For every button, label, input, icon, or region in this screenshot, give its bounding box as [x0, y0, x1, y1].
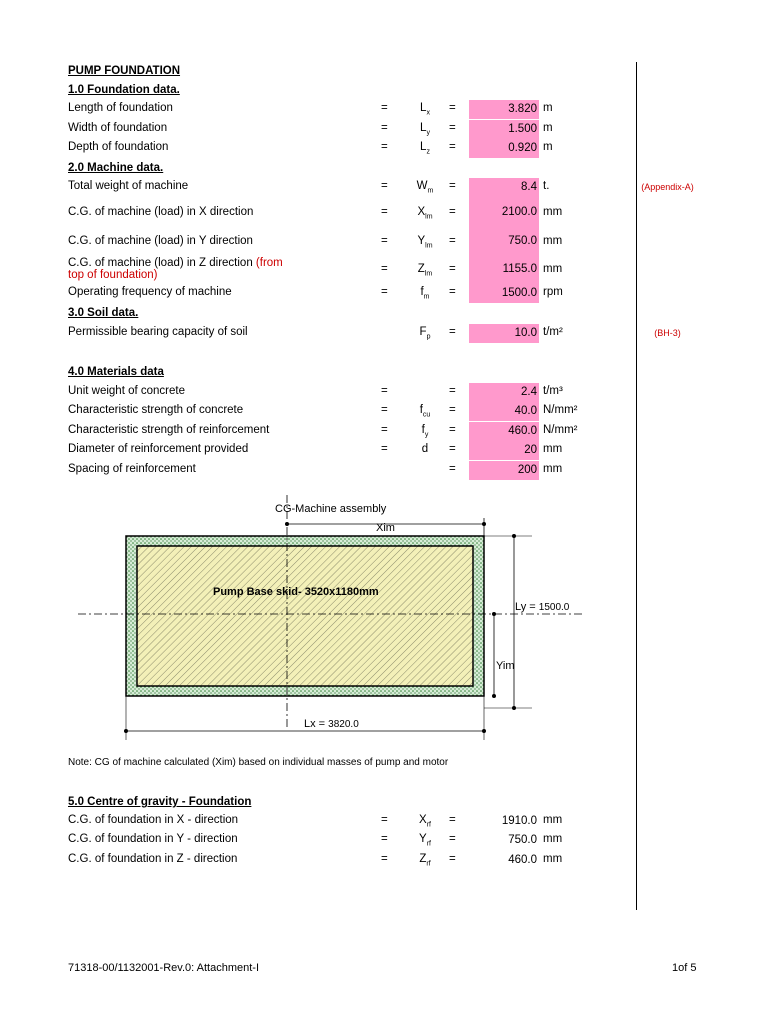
cg-machine-label: CG-Machine assembly [275, 503, 387, 515]
reference-note: (Appendix-A) [641, 182, 694, 192]
param-row-spacing: Spacing of reinforcement = 200 mm [0, 461, 768, 480]
result-value: 750.0 [508, 834, 537, 846]
param-unit: mm [543, 263, 563, 275]
input-cell[interactable]: 20 [469, 441, 539, 460]
param-row-cg-y: C.G. of machine (load) in Y direction = $Y_{lm}$ = 750.0 mm [0, 227, 768, 255]
xim-label: Xim [376, 522, 395, 534]
param-label: Operating frequency of machine [68, 286, 232, 298]
param-symbol: $Z_{lm}$ [417, 263, 433, 278]
param-symbol: $Y_{lm}$ [417, 235, 433, 250]
param-unit: m [543, 102, 553, 114]
section-heading-cg-foundation: 5.0 Centre of gravity - Foundation [68, 796, 252, 808]
param-symbol: $L_x$ [420, 102, 430, 117]
param-unit: mm [543, 463, 563, 475]
param-symbol: $L_y$ [420, 122, 430, 137]
result-symbol: $Z_{rf}$ [419, 853, 431, 868]
input-cell[interactable]: 3.820 [469, 100, 539, 119]
param-row-frequency: Operating frequency of machine = $f_m$ = 1500.0 rpm [0, 284, 768, 303]
note-text: Note: CG of machine calculated (Xim) based on individual masses of pump and motor [68, 757, 449, 768]
param-label: C.G. of machine (load) in Z direction (from top of foundation) [68, 257, 283, 281]
param-row-length: Length of foundation = $L_x$ = 3.820 m [0, 100, 768, 119]
lx-label: Lx = 3820.0 [304, 718, 359, 730]
param-unit: rpm [543, 286, 563, 298]
input-cell[interactable]: 750.0 [469, 227, 539, 255]
result-unit: mm [543, 814, 563, 826]
param-label: Permissible bearing capacity of soil [68, 326, 248, 338]
input-cell[interactable]: 2.4 [469, 383, 539, 402]
param-symbol: $f_y$ [421, 424, 429, 439]
input-cell[interactable]: 40.0 [469, 402, 539, 421]
input-cell[interactable]: 10.0 [469, 324, 539, 343]
result-symbol: $Y_{rf}$ [419, 833, 431, 848]
page-number: 1of 5 [672, 962, 697, 974]
input-cell[interactable]: 200 [469, 461, 539, 480]
ly-label: Ly = 1500.0 [515, 601, 570, 613]
param-unit: mm [543, 443, 563, 455]
input-cell[interactable]: 2100.0 [469, 197, 539, 227]
input-cell[interactable]: 8.4 [469, 178, 539, 197]
section-heading-foundation: 1.0 Foundation data. [68, 84, 180, 96]
result-value: 1910.0 [501, 815, 537, 827]
result-row-cg-z: C.G. of foundation in Z - direction = $Z_{rf}$ = 460.0 mm [0, 851, 768, 870]
param-unit: mm [543, 206, 563, 218]
param-symbol: $L_z$ [420, 141, 430, 156]
param-unit: mm [543, 235, 563, 247]
pump-skid-outline [137, 546, 473, 686]
param-unit: t/m³ [543, 385, 563, 397]
param-symbol: d [421, 443, 429, 455]
param-row-reinforcement-strength: Characteristic strength of reinforcement = $f_y$ = 460.0 N/mm² [0, 422, 768, 441]
param-label: Characteristic strength of concrete [68, 404, 244, 416]
param-row-diameter: Diameter of reinforcement provided = d = 20 mm [0, 441, 768, 460]
param-unit: N/mm² [543, 424, 578, 436]
param-label: C.G. of machine (load) in X direction [68, 206, 254, 218]
result-row-cg-x: C.G. of foundation in X - direction = $X_{rf}$ = 1910.0 mm [0, 812, 768, 831]
param-label: Depth of foundation [68, 141, 169, 153]
result-value: 460.0 [508, 854, 537, 866]
param-row-weight: Total weight of machine = $W_m$ = 8.4 t. (Appendix-A) [0, 178, 768, 197]
input-cell[interactable]: 1155.0 [469, 255, 539, 284]
param-row-width: Width of foundation = $L_y$ = 1.500 m [0, 120, 768, 139]
reference-note: (BH-3) [654, 328, 681, 338]
param-row-cg-z: C.G. of machine (load) in Z direction (from top of foundation) = $Z_{lm}$ = 1155.0 mm [0, 255, 768, 284]
param-unit: N/mm² [543, 404, 578, 416]
input-cell[interactable]: 1500.0 [469, 284, 539, 303]
result-label: C.G. of foundation in X - direction [68, 814, 239, 826]
section-heading-machine: 2.0 Machine data. [68, 162, 164, 174]
param-label: C.G. of machine (load) in Y direction [68, 235, 253, 247]
section-heading-soil: 3.0 Soil data. [68, 307, 139, 319]
input-cell[interactable]: 1.500 [469, 120, 539, 139]
foundation-plan-diagram [0, 490, 640, 750]
input-cell[interactable]: 0.920 [469, 139, 539, 158]
result-unit: mm [543, 853, 563, 865]
param-symbol: $f_m$ [420, 286, 430, 301]
section-heading-materials: 4.0 Materials data [68, 366, 164, 378]
param-label: Diameter of reinforcement provided [68, 443, 249, 455]
pump-skid-label: Pump Base skid- 3520x1180mm [213, 586, 379, 598]
param-row-concrete-strength: Characteristic strength of concrete = $f_{cu}$ = 40.0 N/mm² [0, 402, 768, 421]
param-row-depth: Depth of foundation = $L_z$ = 0.920 m [0, 139, 768, 158]
param-row-cg-x: C.G. of machine (load) in X direction = $X_{lm}$ = 2100.0 mm [0, 197, 768, 227]
param-symbol: $X_{lm}$ [417, 206, 433, 221]
param-symbol: $F_p$ [419, 326, 431, 341]
param-unit: t/m² [543, 326, 563, 338]
param-label: Length of foundation [68, 102, 173, 114]
page-title: PUMP FOUNDATION [68, 65, 181, 77]
param-row-bearing-capacity: Permissible bearing capacity of soil $F_p$ = 10.0 t/m² (BH-3) [0, 324, 768, 343]
param-label: Total weight of machine [68, 180, 189, 192]
input-cell[interactable]: 460.0 [469, 422, 539, 441]
param-row-unit-weight: Unit weight of concrete = = 2.4 t/m³ [0, 383, 768, 402]
result-label: C.G. of foundation in Z - direction [68, 853, 238, 865]
param-label: Unit weight of concrete [68, 385, 185, 397]
param-symbol: $f_{cu}$ [419, 404, 431, 419]
yim-label: Yim [496, 660, 515, 672]
param-unit: m [543, 141, 553, 153]
result-row-cg-y: C.G. of foundation in Y - direction = $Y_{rf}$ = 750.0 mm [0, 831, 768, 850]
param-label: Spacing of reinforcement [68, 463, 196, 475]
result-symbol: $X_{rf}$ [419, 814, 431, 829]
result-unit: mm [543, 833, 563, 845]
param-symbol: $W_m$ [416, 180, 434, 195]
param-label: Width of foundation [68, 122, 168, 134]
document-reference: 71318-00/1132001-Rev.0: Attachment-I [68, 962, 259, 974]
result-label: C.G. of foundation in Y - direction [68, 833, 238, 845]
param-unit: m [543, 122, 553, 134]
param-unit: t. [543, 180, 550, 192]
param-label: Characteristic strength of reinforcement [68, 424, 270, 436]
